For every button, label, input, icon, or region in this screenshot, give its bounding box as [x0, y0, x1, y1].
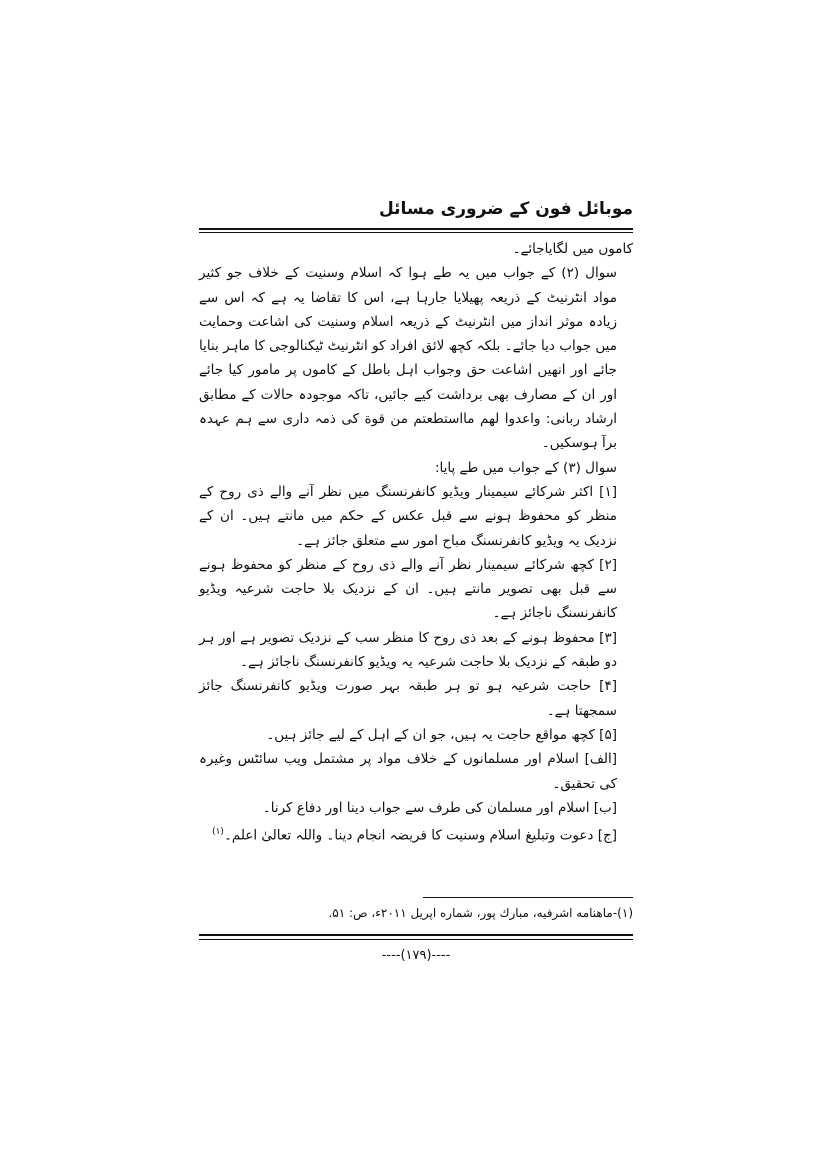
point-1: [۱] اکثر شرکائے سیمینار ویڈیو کانفرنسنگ میں نظر آنے والے ذی روح کے منظر کو محفوظ ہونے سے قبل عکس کے حکم میں مانتے ہیں۔ ان کے نزدیک یہ ویڈیو کانفرنسنگ مباح امور سے متعلق جائز ہے۔	[199, 483, 617, 549]
point-5: [۵] کچھ مواقع حاجت یہ ہیں، جو ان کے اہل کے لیے جائز ہیں۔	[266, 726, 617, 743]
header-rule-bottom	[199, 232, 633, 233]
footnote-marker: (۱)	[212, 827, 224, 838]
footer-rule-top	[199, 934, 633, 936]
body-text	[199, 237, 633, 848]
answer-q3-intro: سوال (۳) کے جواب میں طے پایا:	[434, 459, 617, 476]
point-2: [۲] کچھ شرکائے سیمینار نظر آنے والے ذی روح کے منظر کو محفوظ ہونے سے قبل بھی تصویر مانتے ہیں۔ ان کے نزدیک بلا حاجت شرعیہ ویڈیو کانفرنسنگ ناجائز ہے۔	[199, 556, 617, 622]
header-rule-top	[199, 228, 633, 230]
answer-q2-paragraph: سوال (۲) کے جواب میں یہ طے ہوا کہ اسلام وسنیت کے خلاف جو کثیر مواد انٹرنیٹ کے ذریعہ پھیلایا جارہا ہے، اس کا تقاضا یہ ہے کہ اس سے زیادہ موثر انداز میں انٹرنیٹ کے ذریعہ اسلام وسنیت کی اشاعت وحمایت میں جواب دیا جائے۔ بلکہ کچھ لائق افراد کو انٹرنیٹ ٹیکنالوجی کا ماہر بنایا جائے اور انھیں اشاعت حق وجواب اہل باطل کے کاموں پر مامور کیا جائے اور ان کے مصارف بھی برداشت کیے جائیں، تاکہ موجودہ حالات کے مطابق ارشاد ربانی: واعدوا لهم مااستطعتم من قوة کی ذمہ داری سے ہم عہدہ برآ ہوسکیں۔	[199, 265, 617, 452]
footer-rule-bottom	[199, 939, 633, 940]
point-jeem	[199, 820, 633, 848]
point-alif: [الف] اسلام اور مسلمانوں کے خلاف مواد پر مشتمل ویب سائٹس وغیرہ کی تحقیق۔	[199, 751, 617, 792]
page-number: ----(۱۷۹)----	[381, 948, 451, 963]
point-be: [ب] اسلام اور مسلمان کی طرف سے جواب دینا اور دفاع کرنا۔	[262, 799, 617, 816]
point-4: [۴] حاجت شرعیہ ہو تو ہر طبقہ بہر صورت ویڈیو کانفرنسنگ جائز سمجھتا ہے۔	[199, 678, 617, 719]
point-3: [۳] محفوظ ہونے کے بعد ذی روح کا منظر سب کے نزدیک تصویر ہے اور ہر دو طبقہ کے نزدیک بلا حاجت شرعیہ یہ ویڈیو کانفرنسنگ ناجائز ہے۔	[199, 629, 617, 671]
point-jeem-text: [ج] دعوت وتبلیغ اسلام وسنیت کا فریضہ انجام دینا۔ واللہ تعالیٰ اعلم۔	[223, 827, 617, 844]
book-page	[199, 190, 633, 980]
intro-line: کاموں میں لگایاجائے۔	[512, 241, 633, 257]
footnote-separator	[423, 897, 633, 898]
footnote-text: (۱)-ماهنامه اشرفيه، مبارك پور، شماره اپريل ۲۰۱۱ء، ص: ۵۱.	[328, 906, 633, 920]
running-header-title: موبائل فون کے ضروری مسائل	[378, 199, 633, 219]
